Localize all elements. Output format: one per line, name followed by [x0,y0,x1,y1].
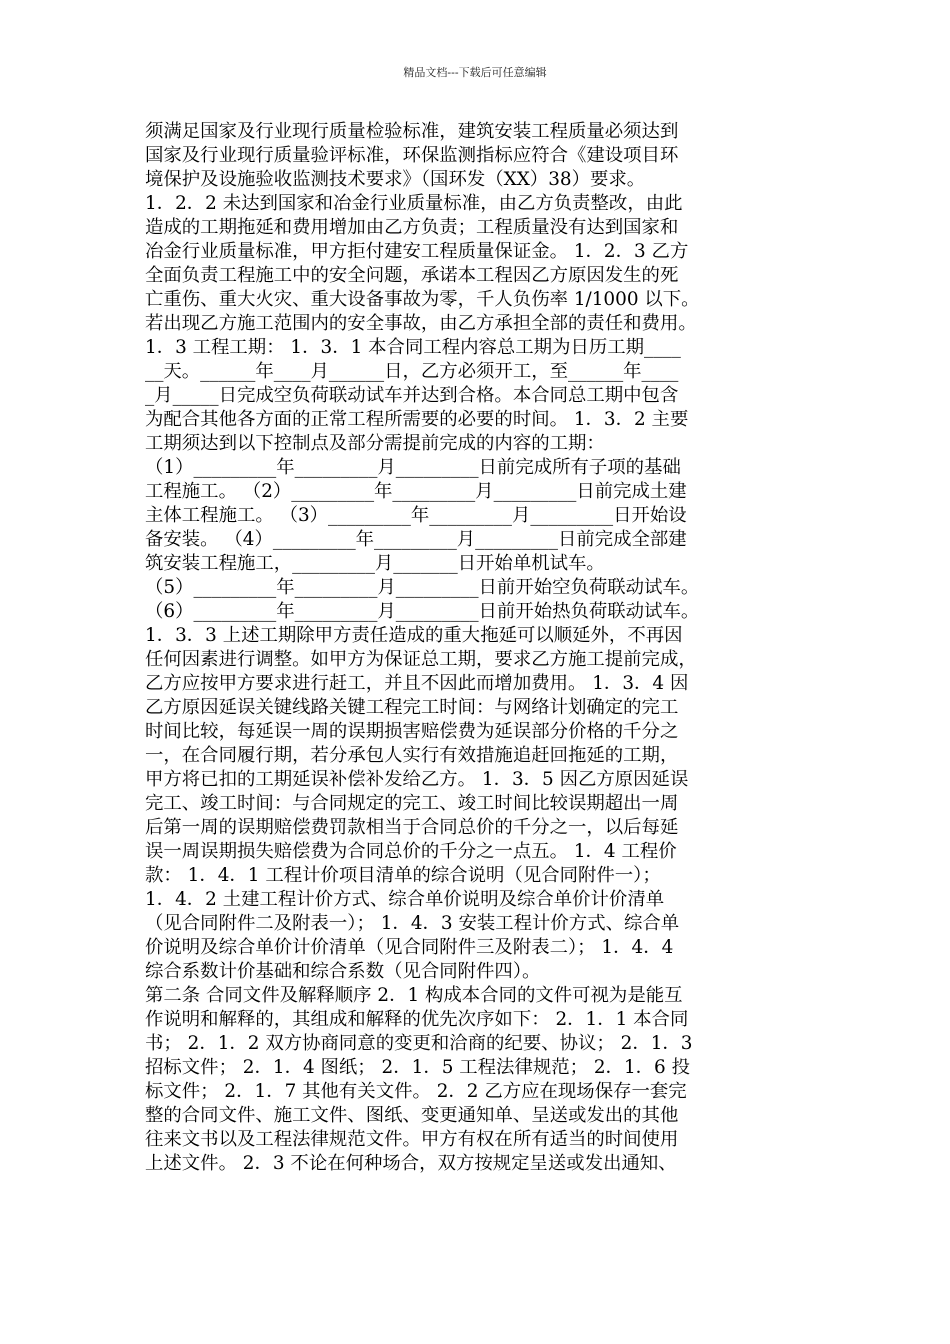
text-line: 上述文件。 2．3 不论在何种场合，双方按规定呈送或发出通知、 [145,1153,677,1174]
text-line: __天。______年____月______日，乙方必须开工，至______年____ [145,361,679,382]
text-line: 书； 2．1．2 双方协商同意的变更和洽商的纪要、协议； 2．1．3 [145,1033,693,1054]
document-body [145,120,825,1176]
text-line: 备安装。 （4）_________年_________月_________日前完成全部建 [145,529,687,550]
text-line: 全面负责工程施工中的安全问题，承诺本工程因乙方原因发生的死 [145,265,679,286]
text-line: 1．4．2 土建工程计价方式、综合单价说明及综合单价计价清单 [145,889,665,910]
text-line: 筑安装工程施工，_________月_______日开始单机试车。 [145,553,605,574]
text-line: （5）_________年_________月_________日前开始空负荷联动试车。 [145,577,700,598]
text-line: 为配合其他各方面的正常工程所需要的必要的时间。 1．3．2 主要 [145,409,689,430]
text-line: 主体工程施工。 （3）_________年_________月_________日开始设 [145,505,687,526]
text-line: 工期须达到以下控制点及部分需提前完成的内容的工期： [145,433,605,454]
text-line: 价说明及综合单价计价清单（见合同附件三及附表二）； 1．4．4 [145,937,674,958]
text-line: 境保护及设施验收监测技术要求》（国环发（XX）38）要求。 [145,169,646,190]
text-line: 1．2．2 未达到国家和冶金行业质量标准，由乙方负责整改，由此 [145,193,683,214]
page-header: 精品文档---下载后可任意编辑 [403,66,547,79]
text-line: 甲方将已扣的工期延误补偿补发给乙方。 1．3．5 因乙方原因延误 [145,769,689,790]
text-line: 误一周误期损失赔偿费为合同总价的千分之一点五。 1．4 工程价 [145,841,677,862]
text-line: 综合系数计价基础和综合系数（见合同附件四）。 [145,961,541,982]
text-line: 时间比较，每延误一周的误期损害赔偿费为延误部分价格的千分之 [145,721,679,742]
text-line: 任何因素进行调整。如甲方为保证总工期，要求乙方施工提前完成， [145,649,697,670]
text-line: 国家及行业现行质量验评标准，环保监测指标应符合《建设项目环 [145,145,679,166]
text-line: 乙方应按甲方要求进行赶工，并且不因此而增加费用。 1．3．4 因 [145,673,689,694]
text-line: 招标文件； 2．1．4 图纸； 2．1．5 工程法律规范； 2．1．6 投 [145,1057,690,1078]
text-line: 亡重伤、重大火灾、重大设备事故为零，千人负伤率 1/1000 以下。 [145,289,700,310]
text-line: 造成的工期拖延和费用增加由乙方负责；工程质量没有达到国家和 [145,217,679,238]
text-line: 冶金行业质量标准，甲方拒付建安工程质量保证金。 1．2．3 乙方 [145,241,689,262]
text-line: 往来文书以及工程法律规范文件。甲方有权在所有适当的时间使用 [145,1129,679,1150]
text-line: 作说明和解释的，其组成和解释的优先次序如下： 2．1．1 本合同 [145,1009,689,1030]
text-line: 完工、竣工时间：与合同规定的完工、竣工时间比较误期超出一周 [145,793,679,814]
text-line: _月_____日完成空负荷联动试车并达到合格。本合同总工期中包含 [145,385,679,406]
text-line: 后第一周的误期赔偿费罚款相当于合同总价的千分之一，以后每延 [145,817,679,838]
text-line: （6）_________年_________月_________日前开始热负荷联动试车。 [145,601,700,622]
text-line: （见合同附件二及附表一）； 1．4．3 安装工程计价方式、综合单 [145,913,680,934]
text-line: 须满足国家及行业现行质量检验标准，建筑安装工程质量必须达到 [145,121,679,142]
text-line: 整的合同文件、施工文件、图纸、变更通知单、呈送或发出的其他 [145,1105,679,1126]
text-line: 1．3．3 上述工期除甲方责任造成的重大拖延可以顺延外，不再因 [145,625,683,646]
text-line: 乙方原因延误关键线路关键工程完工时间：与网络计划确定的完工 [145,697,679,718]
text-line: 标文件； 2．1．7 其他有关文件。 2．2 乙方应在现场保存一套完 [145,1081,687,1102]
text-line: 第二条 合同文件及解释顺序 2．1 构成本合同的文件可视为是能互 [145,985,683,1006]
text-line: （1）_________年_________月_________日前完成所有子项的基础 [145,457,681,478]
text-line: 工程施工。 （2）_________年_________月_________日前完成土建 [145,481,687,502]
text-line: 若出现乙方施工范围内的安全事故，由乙方承担全部的责任和费用。 [145,313,697,334]
text-line: 款： 1．4．1 工程计价项目清单的综合说明（见合同附件一）； [145,865,661,886]
text-line: 1．3 工程工期： 1．3．1 本合同工程内容总工期为日历工期____ [145,337,681,358]
text-line: 一，在合同履行期，若分承包人实行有效措施追赶回拖延的工期， [145,745,679,766]
